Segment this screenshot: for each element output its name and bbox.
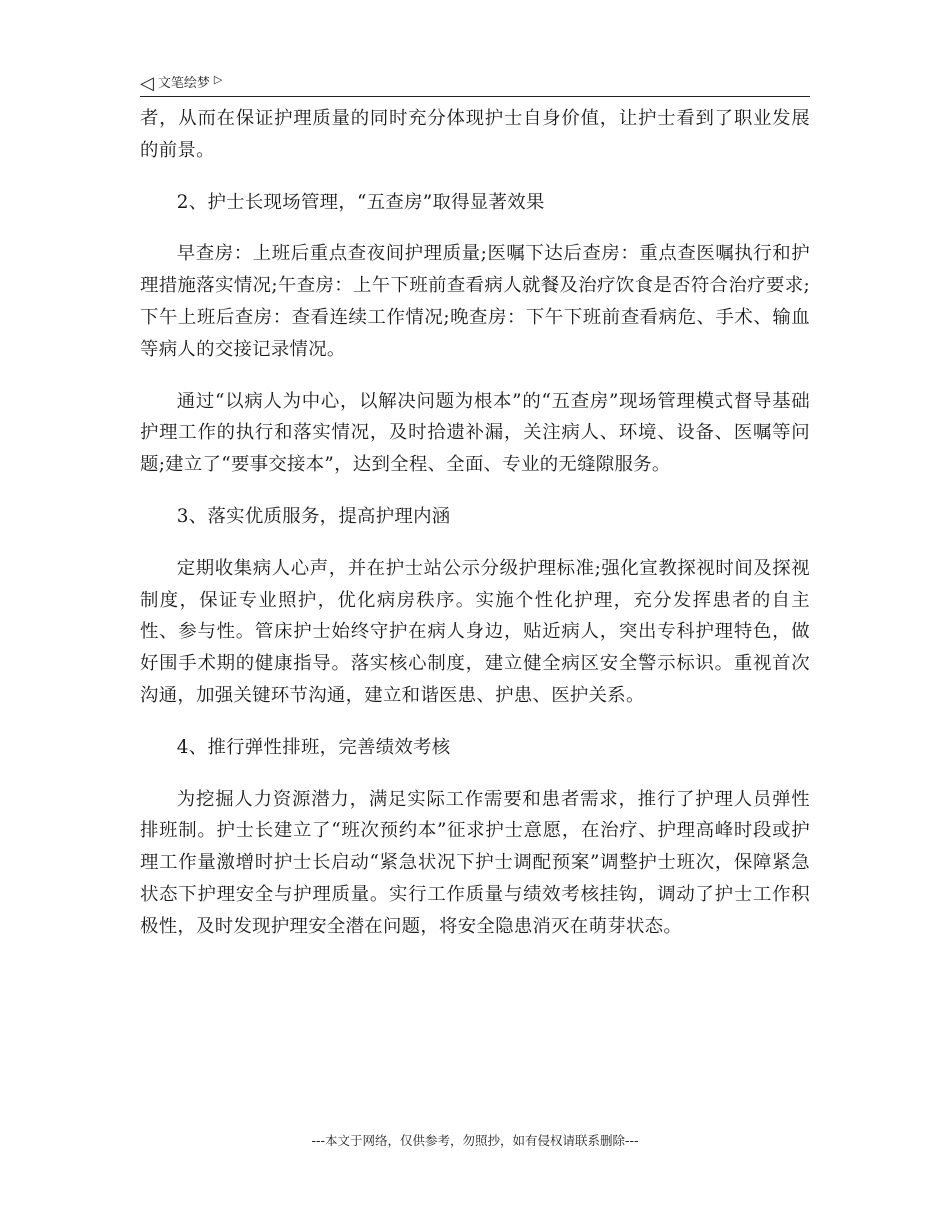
- section-heading-2: 2、护士长现场管理，“五查房”取得显著效果: [176, 191, 545, 213]
- section-heading-3: 3、落实优质服务，提高护理内涵: [176, 505, 451, 527]
- brand-logo: [140, 72, 222, 94]
- paragraph-rounds: 早查房：上班后重点查夜间护理质量;医嘱下达后查房：重点查医嘱执行和护理措施落实情况;午查房：上午下班前查看病人就餐及治疗饮食是否符合治疗要求;下午上班后查房：查看连续工作情况;晚查房：下午下班前查看病危、手术、输血等病人的交接记录情况。: [140, 243, 810, 360]
- paragraph-quality-service: 定期收集病人心声，并在护士站公示分级护理标准;强化宣教探视时间及探视制度，保证专业照护，优化病房秩序。实施个性化护理，充分发挥患者的自主性、参与性。管床护士始终守护在病人身边，贴近病人，突出专科护理特色，做好围手术期的健康指导。落实核心制度，建立健全病区安全警示标识。重视首次沟通，加强关键环节沟通，建立和谐医患、护患、医护关系。: [140, 557, 810, 706]
- page-header: [140, 70, 810, 97]
- disclaimer-footer: ---本文于网络，仅供参考，勿照抄，如有侵权请联系删除---: [311, 1133, 639, 1148]
- triangle-right-icon: ▷: [213, 73, 223, 86]
- document-body: [140, 103, 810, 963]
- section-heading-4: 4、推行弹性排班，完善绩效考核: [176, 736, 451, 758]
- paragraph-flexible-scheduling: 为挖掘人力资源潜力，满足实际工作需要和患者需求，推行了护理人员弹性排班制。护士长建立了“班次预约本”征求护士意愿，在治疗、护理高峰时段或护理工作量激增时护士长启动“紧急状况下护士调配预案”调整护士班次，保障紧急状态下护理安全与护理质量。实行工作质量与绩效考核挂钩，调动了护士工作积极性，及时发现护理安全潜在问题，将安全隐患消灭在萌芽状态。: [140, 788, 810, 937]
- paragraph-continuation: 者，从而在保证护理质量的同时充分体现护士自身价值，让护士看到了职业发展的前景。: [140, 108, 810, 161]
- triangle-left-icon: ◁: [140, 73, 154, 94]
- brand-name: 文笔绘梦: [157, 76, 210, 91]
- paragraph-management-model: 通过“以病人为中心，以解决问题为根本”的“五查房”现场管理模式督导基础护理工作的执行和落实情况，及时拾遗补漏，关注病人、环境、设备、医嘱等问题;建立了“要事交接本”，达到全程、全面、专业的无缝隙服务。: [140, 390, 810, 476]
